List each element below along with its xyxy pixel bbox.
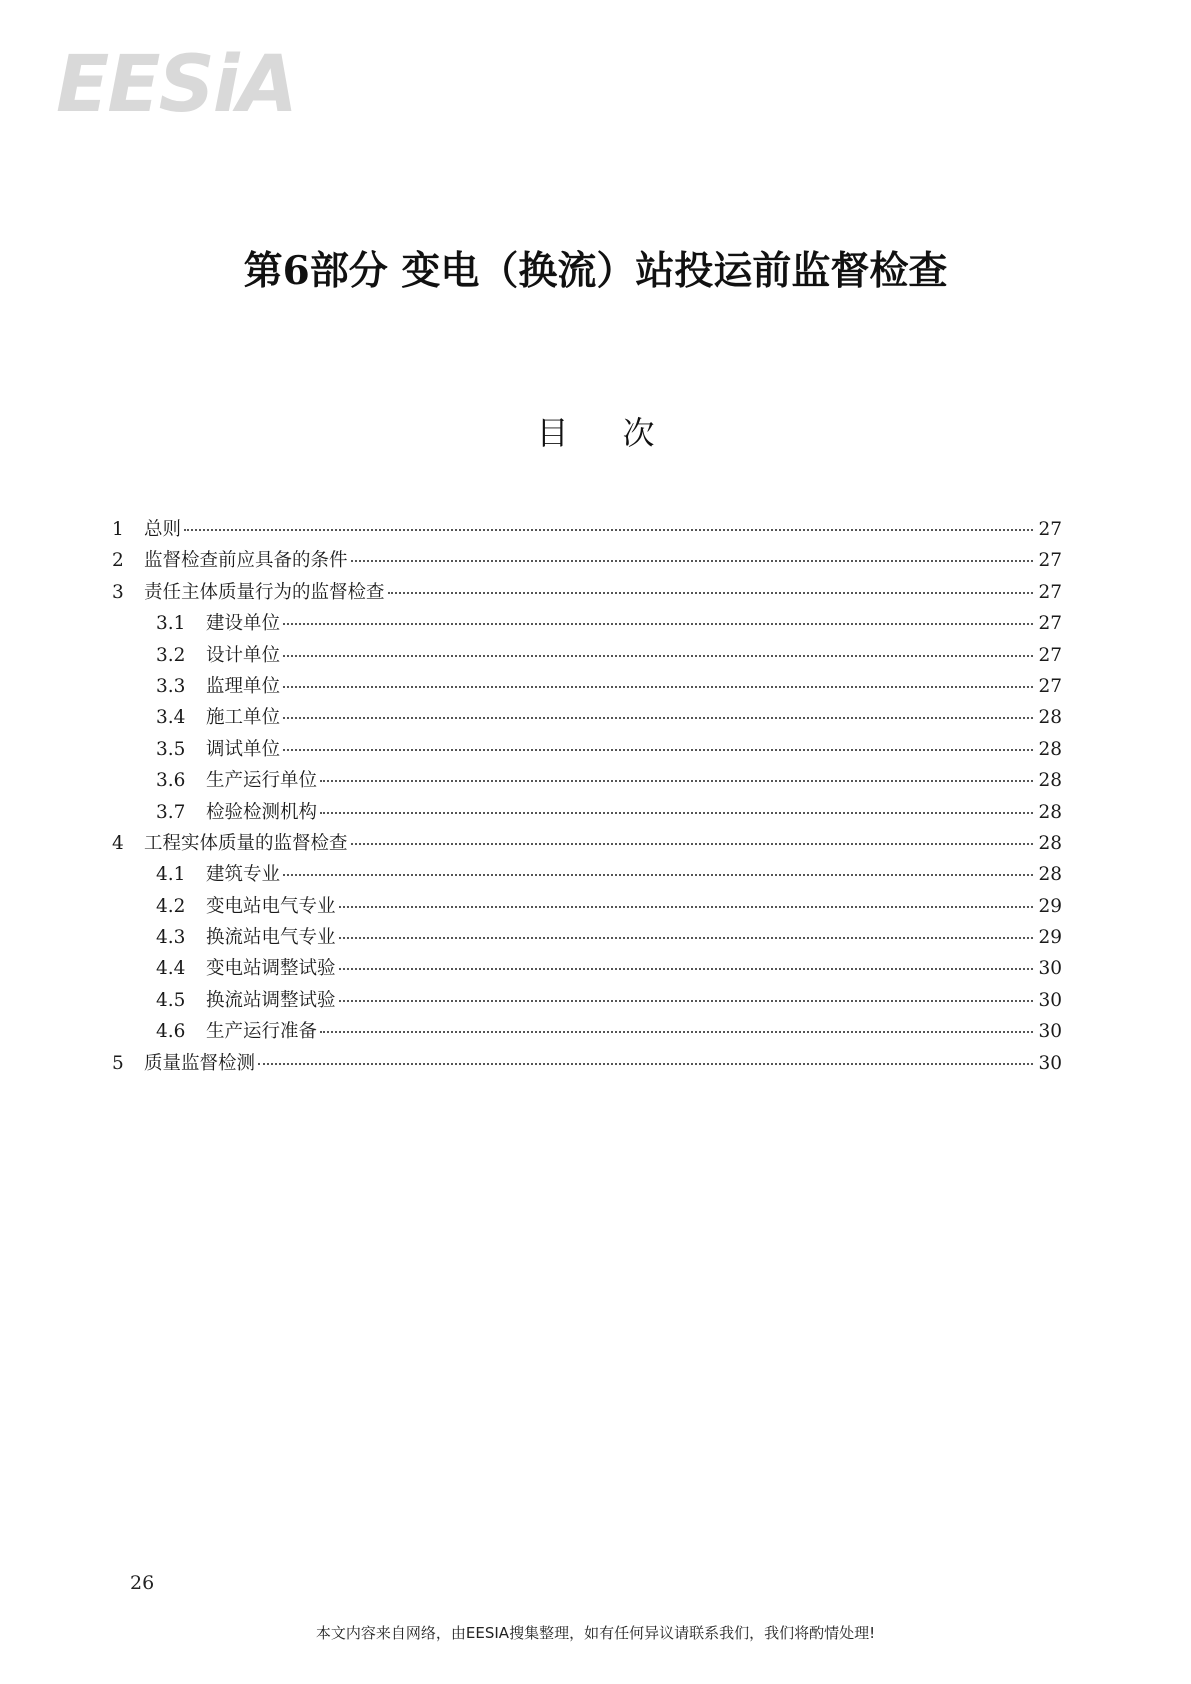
toc-entry-number: 3.1 [156, 613, 186, 635]
toc-entry-label: 工程实体质量的监督检查 [144, 832, 348, 854]
toc-entry-label: 设计单位 [206, 644, 281, 666]
toc-entry-label: 换流站调整试验 [206, 989, 336, 1011]
toc-entry-label: 总则 [144, 519, 182, 540]
toc-dot-leader [283, 716, 1033, 719]
toc-entry-number: 3.2 [156, 644, 186, 666]
toc-dot-leader [283, 622, 1033, 625]
toc-entry[interactable] [112, 514, 1062, 545]
toc-entry-number: 5 [112, 1052, 124, 1074]
toc-entry-label: 生产运行准备 [206, 1021, 318, 1043]
toc-entry-number: 4.1 [156, 864, 186, 886]
toc-dot-leader [283, 873, 1033, 876]
toc-entry-number: 4.2 [156, 895, 186, 917]
page-number: 26 [130, 1572, 155, 1594]
toc-dot-leader [283, 654, 1033, 657]
toc-entry-page: 27 [1038, 644, 1062, 666]
toc-entry-label: 建设单位 [206, 613, 281, 635]
toc-entry-number: 3.4 [156, 707, 186, 729]
toc-entry-page: 28 [1038, 864, 1062, 886]
toc-dot-leader [184, 528, 1033, 531]
toc-entry-page: 28 [1038, 738, 1062, 760]
footer-note: 本文内容来自网络，由EESIA搜集整理，如有任何异议请联系我们，我们将酌情处理! [315, 1624, 876, 1642]
toc-dot-leader [320, 1030, 1033, 1033]
toc-entry-label: 变电站调整试验 [206, 958, 336, 980]
toc-heading: 目次 [536, 414, 709, 452]
toc-entry-page: 27 [1038, 550, 1062, 572]
toc-entry-page: 27 [1038, 519, 1062, 540]
toc-entry-page: 28 [1038, 801, 1062, 823]
toc-entry-number: 3.5 [156, 738, 186, 760]
toc-entry-page: 30 [1038, 1021, 1062, 1043]
toc-entry-page: 29 [1038, 927, 1062, 949]
toc-entry-page: 28 [1038, 770, 1062, 792]
toc-entry-label: 生产运行单位 [206, 770, 318, 792]
toc-entry-label: 质量监督检测 [144, 1052, 256, 1074]
toc-entry[interactable] [112, 608, 1062, 639]
toc-entry-number: 3.7 [156, 801, 186, 823]
toc-dot-leader [339, 967, 1033, 970]
toc-entry[interactable] [112, 922, 1062, 953]
table-of-contents [112, 514, 1062, 1079]
toc-entry-page: 30 [1038, 989, 1062, 1011]
toc-entry-label: 监理单位 [206, 675, 281, 697]
toc-entry[interactable] [112, 985, 1062, 1016]
toc-entry[interactable] [112, 953, 1062, 984]
toc-dot-leader [388, 591, 1033, 594]
part-title: 第6部分 变电（换流）站投运前监督检查 [243, 248, 948, 294]
toc-entry-number: 4.5 [156, 989, 186, 1011]
toc-dot-leader [339, 936, 1033, 939]
toc-dot-leader [283, 748, 1033, 751]
toc-entry-page: 28 [1038, 707, 1062, 729]
toc-entry-number: 2 [112, 550, 124, 572]
toc-entry-page: 28 [1038, 832, 1062, 854]
toc-entry-page: 29 [1038, 895, 1062, 917]
toc-dot-leader [339, 905, 1033, 908]
toc-entry-label: 监督检查前应具备的条件 [144, 550, 348, 572]
toc-entry[interactable] [112, 1016, 1062, 1047]
toc-entry-number: 3 [112, 581, 124, 603]
toc-dot-leader [339, 999, 1033, 1002]
toc-entry-number: 3.6 [156, 770, 186, 792]
toc-entry-label: 调试单位 [206, 738, 281, 760]
toc-entry-number: 1 [112, 519, 124, 540]
toc-entry-label: 建筑专业 [206, 864, 281, 886]
toc-entry[interactable] [112, 640, 1062, 671]
toc-entry-label: 换流站电气专业 [206, 927, 336, 949]
toc-entry-number: 4.3 [156, 927, 186, 949]
toc-entry[interactable] [112, 545, 1062, 576]
toc-entry[interactable] [112, 577, 1062, 608]
toc-entry-number: 4.6 [156, 1021, 186, 1043]
toc-dot-leader [351, 842, 1033, 845]
toc-entry[interactable] [112, 891, 1062, 922]
toc-entry-label: 变电站电气专业 [206, 895, 336, 917]
toc-entry-label: 责任主体质量行为的监督检查 [144, 581, 385, 603]
toc-entry-page: 30 [1038, 958, 1062, 980]
toc-entry-number: 3.3 [156, 675, 186, 697]
toc-dot-leader [283, 685, 1033, 688]
toc-entry[interactable] [112, 1048, 1062, 1079]
toc-dot-leader [258, 1062, 1033, 1065]
toc-entry-page: 27 [1038, 581, 1062, 603]
toc-dot-leader [320, 779, 1033, 782]
toc-entry[interactable] [112, 797, 1062, 828]
toc-dot-leader [351, 559, 1033, 562]
toc-entry-label: 检验检测机构 [206, 801, 318, 823]
toc-entry[interactable] [112, 765, 1062, 796]
eesia-watermark-logo: EESiA [56, 40, 296, 130]
toc-entry[interactable] [112, 671, 1062, 702]
toc-entry[interactable] [112, 859, 1062, 890]
toc-dot-leader [320, 811, 1033, 814]
toc-entry[interactable] [112, 702, 1062, 733]
toc-entry[interactable] [112, 828, 1062, 859]
toc-entry[interactable] [112, 734, 1062, 765]
toc-entry-label: 施工单位 [206, 707, 281, 729]
toc-entry-page: 30 [1038, 1052, 1062, 1074]
toc-entry-number: 4 [112, 832, 124, 854]
toc-entry-page: 27 [1038, 675, 1062, 697]
toc-entry-number: 4.4 [156, 958, 186, 980]
toc-entry-page: 27 [1038, 613, 1062, 635]
